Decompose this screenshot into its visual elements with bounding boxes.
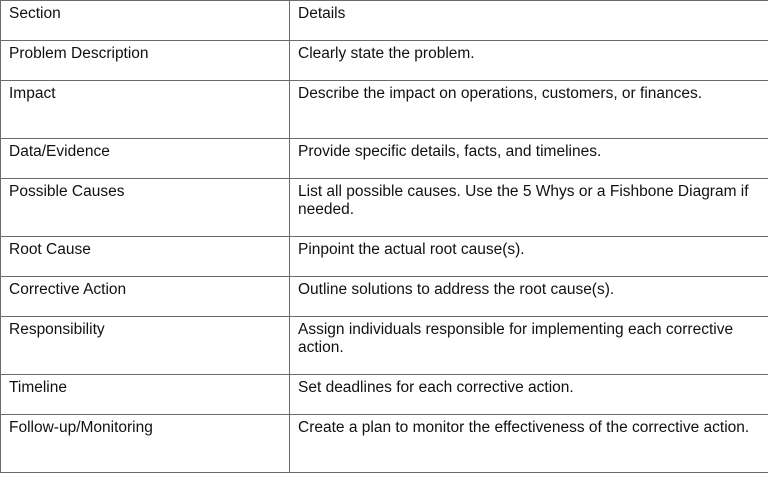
- section-cell: Possible Causes: [1, 179, 290, 237]
- section-cell: Follow-up/Monitoring: [1, 415, 290, 473]
- table-row: [1, 237, 768, 277]
- section-cell: Problem Description: [1, 41, 290, 81]
- details-cell: Outline solutions to address the root cause(s).: [290, 277, 768, 317]
- table-row: [1, 415, 768, 473]
- section-cell: Timeline: [1, 375, 290, 415]
- header-section: Section: [1, 1, 290, 41]
- section-cell: Root Cause: [1, 237, 290, 277]
- details-cell: Clearly state the problem.: [290, 41, 768, 81]
- details-cell: Assign individuals responsible for implementing each corrective action.: [290, 317, 768, 375]
- section-cell: Corrective Action: [1, 277, 290, 317]
- details-cell: Create a plan to monitor the effectiveness of the corrective action.: [290, 415, 768, 473]
- table-row: [1, 179, 768, 237]
- details-cell: List all possible causes. Use the 5 Whys or a Fishbone Diagram if needed.: [290, 179, 768, 237]
- section-cell: Data/Evidence: [1, 139, 290, 179]
- table-row: [1, 139, 768, 179]
- section-cell: Responsibility: [1, 317, 290, 375]
- table-row: [1, 41, 768, 81]
- details-cell: Describe the impact on operations, customers, or finances.: [290, 81, 768, 139]
- table-row: [1, 277, 768, 317]
- header-details: Details: [290, 1, 768, 41]
- details-cell: Set deadlines for each corrective action.: [290, 375, 768, 415]
- table-row: [1, 81, 768, 139]
- section-cell: Impact: [1, 81, 290, 139]
- table-row: [1, 317, 768, 375]
- table-header-row: [1, 1, 768, 41]
- details-cell: Provide specific details, facts, and timelines.: [290, 139, 768, 179]
- details-cell: Pinpoint the actual root cause(s).: [290, 237, 768, 277]
- table-row: [1, 375, 768, 415]
